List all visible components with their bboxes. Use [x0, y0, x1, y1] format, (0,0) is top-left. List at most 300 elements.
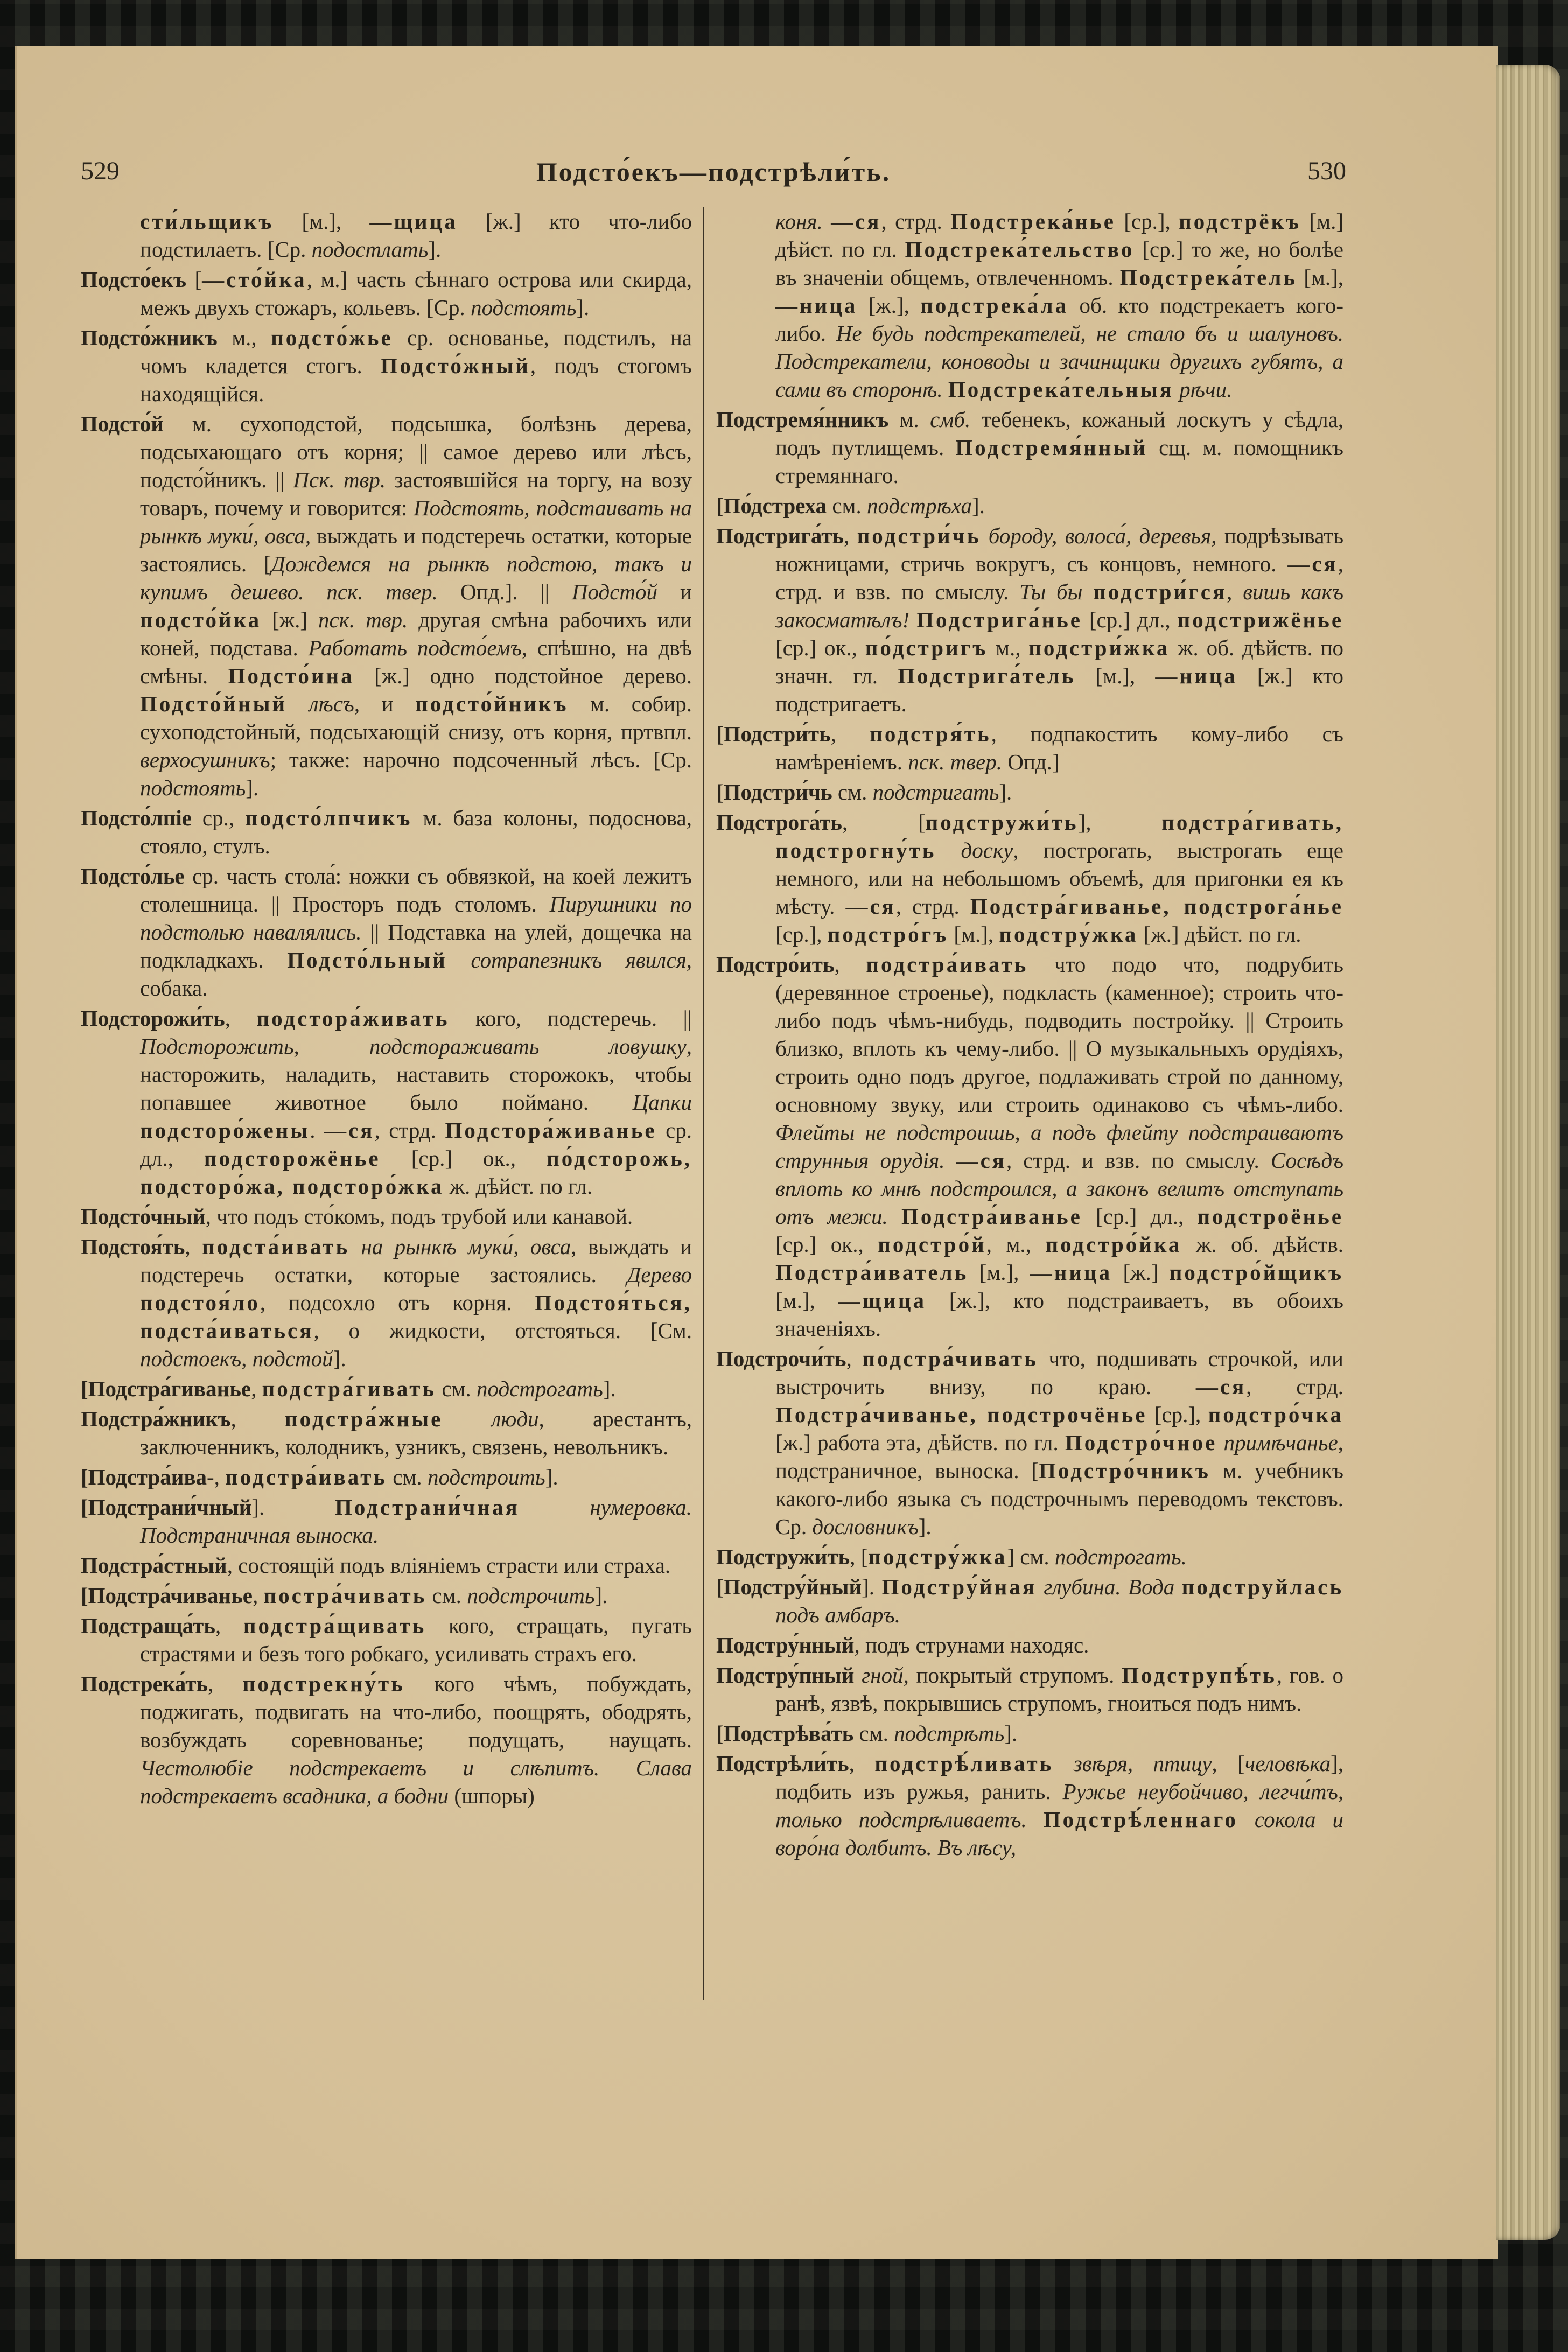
headword: Подстоя́ть — [81, 1234, 185, 1259]
example-text: доску — [961, 838, 1013, 863]
definition-text: [м.], — [1075, 663, 1156, 688]
example-text: подъ амбаръ. — [775, 1602, 901, 1627]
example-text: подстрѣха — [867, 493, 972, 518]
definition-text: , стрд. — [881, 209, 951, 234]
definition-text: , — [208, 1671, 243, 1696]
definition-text: ]. — [545, 1465, 558, 1489]
page-fore-edge — [1496, 65, 1560, 2240]
definition-text: , выждать и подстеречь остатки, которые застоялись. — [140, 1234, 692, 1287]
definition-text — [1037, 1574, 1044, 1599]
derived-form: —ся — [324, 1118, 375, 1143]
definition-text: , арестантъ, заключенникъ, колодникъ, узникъ, связень, невольникъ. — [140, 1406, 692, 1459]
definition-text: Опд.] — [1002, 750, 1060, 774]
definition-text: ], подбить изъ ружья, ранить. — [775, 1751, 1343, 1804]
definition-text: ж. об. дѣйств. — [1181, 1232, 1343, 1257]
example-text: подстроить — [427, 1465, 545, 1489]
derived-form: Подструпѣ́ть — [1122, 1663, 1277, 1688]
derived-form: Подсто́ина — [228, 663, 354, 688]
derived-form: Подстра́иванье — [901, 1204, 1082, 1229]
headword: Подстро́ить — [716, 952, 835, 977]
definition-text: ср., — [191, 806, 246, 830]
derived-form: подстри́жка — [1028, 635, 1170, 660]
definition-text: см. — [853, 1721, 894, 1746]
example-text: подстригать — [872, 780, 999, 804]
headword: Подстрѣли́ть — [716, 1751, 849, 1776]
definition-text: , покрытый струпомъ. — [903, 1663, 1122, 1688]
definition-text: ], — [1078, 810, 1162, 835]
example-text: Дерево — [627, 1262, 692, 1287]
definition-text: [ж.] — [261, 607, 318, 632]
definition-text: . — [310, 1118, 325, 1143]
example-text: на рынкѣ муки́, овса — [361, 1234, 571, 1259]
headword: [Подстру́йный — [716, 1574, 862, 1599]
definition-text: , — [215, 1613, 243, 1638]
derived-form: Подстрѣ́леннаго — [1043, 1807, 1238, 1832]
dictionary-entry — [81, 1493, 692, 1549]
definition-text: м., — [217, 325, 271, 350]
derived-form: подстра́гивать, подстрогну́ть — [775, 810, 1344, 863]
definition-text: ж. дѣйст. по гл. — [444, 1174, 593, 1199]
derived-form: Подстру́йная — [881, 1574, 1037, 1599]
example-text: сокола и воро́на долбитъ. Въ лѣсу, — [775, 1807, 1343, 1860]
definition-text: см. — [436, 1376, 477, 1401]
example-text: бороду, волоса́, деревья — [988, 523, 1212, 548]
definition-text: , — [1227, 579, 1243, 604]
example-text: пск. твер. — [908, 750, 1002, 774]
dictionary-entry — [716, 1573, 1343, 1629]
derived-form: подстроёнье — [1197, 1204, 1344, 1229]
definition-text: [ж.] — [1112, 1260, 1170, 1285]
headword: Подстра́жникъ — [81, 1406, 231, 1431]
example-text: глубина. Вода — [1044, 1574, 1175, 1599]
definition-text: ж. об. дѣйств. по значн. гл. — [775, 635, 1343, 688]
definition-text: , о жидкости, отстояться. [См. — [313, 1318, 692, 1343]
dictionary-entry — [81, 410, 692, 802]
headword: Подсторожи́ть — [81, 1006, 225, 1031]
definition-text: что, подшивать строчкой, или выстрочить внизу, по краю. — [775, 1346, 1343, 1399]
definition-text: , [ — [842, 810, 926, 835]
example-text: Подстоять, подстаивать на рынкѣ муки́, овса — [140, 495, 692, 548]
definition-text: , м.] часть сѣннаго острова или скирда, межъ двухъ стожаръ, кольевъ. [Ср. — [140, 267, 692, 320]
example-text: подстоять — [140, 775, 246, 800]
derived-form: подстро́йка — [1045, 1232, 1182, 1257]
definition-text: , — [251, 1376, 262, 1401]
example-text: Дождемся на рынкѣ подстою, такъ и купимъ дешево. пск. твер. — [140, 551, 692, 604]
headword: [Подстра́гиванье — [81, 1376, 251, 1401]
definition-text: , стрд. — [895, 894, 970, 919]
definition-text: [м.], — [274, 209, 370, 234]
definition-text: , подстраничное, выноска. [ — [775, 1430, 1344, 1483]
definition-text: , построгать, выстрогать еще немного, или на небольшомъ объемѣ, для пригонки ея къ мѣсту. — [775, 838, 1343, 919]
dictionary-entry — [81, 1375, 692, 1403]
dictionary-entry — [81, 1233, 692, 1373]
page-number-left: 529 — [81, 157, 120, 185]
derived-form: подстра́жные — [285, 1406, 443, 1431]
derived-form: подстро́чка — [1208, 1402, 1343, 1427]
headword: Подсто́чный — [81, 1204, 206, 1229]
entry-continuation — [81, 207, 692, 263]
definition-text: , гов. о ранѣ, язвѣ, покрывшись струпомъ, гноиться подъ нимъ. — [775, 1663, 1344, 1716]
derived-form: подстру́жка — [999, 922, 1138, 947]
definition-text: , подсохло отъ корня. — [260, 1290, 535, 1315]
dictionary-entry — [716, 778, 1343, 806]
definition-text — [823, 209, 831, 234]
definition-text: (шпоры) — [449, 1783, 535, 1808]
derived-form: Подстра́чиванье, подстрочёнье — [775, 1402, 1147, 1427]
derived-form: подстри́гся — [1093, 579, 1227, 604]
derived-form: Подстрека́тельныя — [948, 377, 1174, 402]
definition-text — [1238, 1807, 1255, 1832]
headword: Подстрога́ть — [716, 810, 842, 835]
definition-text — [1174, 1574, 1181, 1599]
definition-text — [349, 1234, 361, 1259]
dictionary-entry — [716, 1719, 1343, 1747]
dictionary-entry — [716, 1345, 1343, 1541]
example-text: пск. твр. — [318, 607, 408, 632]
definition-text: ]. — [918, 1514, 932, 1539]
definition-text: , — [253, 1583, 264, 1608]
right-column — [716, 207, 1343, 1864]
headword: [Подстрани́чный — [81, 1495, 252, 1520]
definition-text: м. сухоподстой, подсышка, болѣзнь дерева, подсыхающаго отъ корня; || самое дерево или лѣсъ, подсто́йникъ. || — [140, 411, 692, 492]
derived-form: подструйлась — [1181, 1574, 1344, 1599]
example-text: подстоять — [471, 295, 577, 320]
example-text: вишь какъ закосматѣлъ! — [775, 579, 1344, 632]
derived-form: Подстра́иватель — [775, 1260, 969, 1285]
derived-form: —ся — [845, 894, 896, 919]
example-text: Ружье неубойчиво, легчи́тъ, только подстрѣливаетъ. — [775, 1779, 1343, 1832]
definition-text: [ж.], кто подстраиваетъ, въ обоихъ значеніяхъ. — [775, 1288, 1343, 1341]
definition-text: [ж.], — [857, 293, 921, 318]
dictionary-entry — [81, 1551, 692, 1579]
definition-text: , стрд. — [374, 1118, 445, 1143]
definition-text: кого, стращать, пугать страстями и безъ того робкаго, усиливать страхъ его. — [140, 1613, 692, 1666]
dictionary-entry — [81, 324, 692, 408]
derived-form: подстрижёнье — [1177, 607, 1344, 632]
definition-text: , — [185, 1234, 202, 1259]
definition-text: , стрд. и взв. по смыслу. — [775, 551, 1343, 604]
definition-text: ; также: нарочно подсоченный лѣсъ. [Ср. — [270, 747, 692, 772]
definition-text: Опд.]. || — [437, 579, 572, 604]
headword: [Подстра́ива- — [81, 1465, 214, 1489]
definition-text: , [ — [850, 1544, 869, 1569]
definition-text: [м.], — [1297, 265, 1343, 290]
derived-form: подстри́чь — [857, 523, 981, 548]
derived-form: Подстрани́чная — [334, 1495, 520, 1520]
example-text: подостлать — [311, 237, 429, 262]
dictionary-entry — [81, 1581, 692, 1609]
entry-continuation — [716, 207, 1343, 403]
derived-form: подстру́жка — [868, 1544, 1007, 1569]
definition-text — [1053, 1751, 1073, 1776]
definition-text: сщ. м. помощникъ стремяннаго. — [775, 435, 1343, 488]
derived-form: по́дстригъ — [865, 635, 988, 660]
derived-form: Подстрига́нье — [916, 607, 1082, 632]
definition-text: м. база колоны, подоснова, стояло, стулъ. — [140, 806, 692, 858]
derived-form: —ся — [1195, 1374, 1247, 1399]
example-text: Цапки — [632, 1090, 692, 1115]
definition-text: , и — [354, 691, 416, 716]
definition-text: || Подставка на улей, дощечка на подкладкахъ. — [140, 920, 692, 972]
headword: Подстрека́ть — [81, 1671, 208, 1696]
example-text: сотрапезникъ явился — [471, 948, 687, 972]
definition-text: [ср.] ок., — [380, 1146, 547, 1171]
example-text: гной — [862, 1663, 904, 1688]
derived-form: подсто́йникъ — [415, 691, 569, 716]
dictionary-entry — [716, 1631, 1343, 1659]
example-text: примѣчанье — [1223, 1430, 1338, 1455]
derived-form: подстра́ивать — [225, 1465, 388, 1489]
definition-text: , — [849, 1751, 875, 1776]
derived-form: подстоя́ло — [140, 1290, 260, 1315]
dictionary-entry — [81, 1463, 692, 1491]
derived-form: —ся — [1287, 551, 1338, 576]
definition-text — [1027, 1807, 1044, 1832]
definition-text — [443, 1406, 491, 1431]
definition-text: м. собир. сухоподстойный, подсыхающій снизу, отъ корня, пртвпл. — [140, 691, 692, 744]
definition-text — [854, 1663, 862, 1688]
derived-form: подстрекну́ть — [242, 1671, 405, 1696]
definition-text: см. — [827, 493, 867, 518]
definition-text: тебенекъ, кожаный лоскутъ у сѣдла, подъ путлищемъ. — [775, 407, 1343, 460]
example-text: Подсто́й — [571, 579, 658, 604]
dictionary-entry — [81, 1202, 692, 1230]
derived-form: Подстрека́тель — [1119, 265, 1298, 290]
headword: [Подстра́чиванье — [81, 1583, 253, 1608]
derived-form: подсторожёнье — [204, 1146, 381, 1171]
definition-text: [ — [186, 267, 202, 292]
derived-form: подстра́ивать — [866, 952, 1028, 977]
definition-text: [м.] дѣйст. по гл. — [775, 209, 1343, 262]
derived-form: подста́ивать — [202, 1234, 350, 1259]
definition-text: об. кто подстрекаетъ кого-либо. — [775, 293, 1343, 346]
derived-form: подстро́й — [878, 1232, 986, 1257]
example-text: Пск. твр. — [293, 467, 386, 492]
definition-text: , подъ стогомъ находящійся. — [140, 353, 692, 406]
definition-text — [1174, 377, 1179, 402]
definition-text: , выждать и подстеречь остатки, которые застоялись. [ — [140, 523, 692, 576]
definition-text: [ср.], — [1115, 209, 1179, 234]
definition-text: , состоящій подъ вліяніемъ страсти или страха. — [227, 1553, 671, 1578]
dictionary-entry — [81, 862, 692, 1002]
example-text: верхосушникъ — [140, 747, 270, 772]
dictionary-entry — [81, 1612, 692, 1668]
definition-text — [1082, 579, 1093, 604]
definition-text: , подпакостить кому-либо съ намѣреніемъ. — [775, 722, 1343, 774]
example-text: Ты бы — [1019, 579, 1083, 604]
derived-form: Подсто́жный — [380, 353, 530, 378]
dictionary-entry — [81, 804, 692, 860]
dictionary-entry — [716, 720, 1343, 776]
derived-form: подстра́гивать — [262, 1376, 437, 1401]
derived-form: Подстра́гиванье, подстрога́нье — [970, 894, 1343, 919]
page-number-right: 530 — [1307, 157, 1346, 185]
definition-text: [ж.] одно подстойное дерево. — [354, 663, 692, 688]
derived-form: подсторо́жены — [140, 1118, 310, 1143]
definition-text: [ср.] дл., — [1082, 1204, 1198, 1229]
derived-form: по́дсторожь, подсторо́жа, подсторо́жка — [140, 1146, 692, 1199]
derived-form: Подстрека́нье — [950, 209, 1116, 234]
example-text: дословникъ — [812, 1514, 919, 1539]
derived-form: постра́чивать — [263, 1583, 427, 1608]
derived-form: Подстоя́ться, подста́иваться — [140, 1290, 692, 1343]
definition-text — [888, 1204, 901, 1229]
example-text: нумеровка. Подстраничная выноска. — [140, 1495, 692, 1548]
headword: [Подстри́ть — [716, 722, 831, 746]
headword: [Подстри́чь — [716, 780, 832, 804]
definition-text: ср. основанье, подстилъ, на чомъ кладется стогъ. — [140, 325, 692, 378]
definition-text: ср. часть стола́: ножки съ обвязкой, на коей лежитъ столешница. || Просторъ подъ столомъ. — [140, 864, 692, 916]
definition-text: [м.], — [948, 922, 999, 947]
derived-form: —ся — [831, 209, 881, 234]
definition-text: ]. — [999, 780, 1012, 804]
definition-text: , стрд. — [1246, 1374, 1343, 1399]
dictionary-entry — [716, 405, 1343, 489]
derived-form: Подстрига́тель — [898, 663, 1076, 688]
derived-form: подсто́жье — [271, 325, 393, 350]
definition-text: ]. — [1004, 1721, 1018, 1746]
definition-text: ]. — [246, 775, 259, 800]
definition-text: см. — [426, 1583, 467, 1608]
definition-text: кого, подстеречь. || — [449, 1006, 692, 1031]
definition-text: ]. — [428, 237, 442, 262]
definition-text — [1217, 1430, 1223, 1455]
derived-form: Подсто́льный — [287, 948, 447, 972]
dictionary-entry — [81, 1004, 692, 1200]
definition-text — [909, 607, 916, 632]
derived-form: Подстора́живанье — [445, 1118, 657, 1143]
definition-text — [981, 523, 988, 548]
derived-form: подстра́щивать — [243, 1613, 426, 1638]
definition-text: [м.], — [968, 1260, 1030, 1285]
dictionary-entry — [716, 1749, 1343, 1861]
headword: Подстра́стный — [81, 1553, 227, 1578]
derived-form: —ся — [956, 1148, 1006, 1173]
derived-form: Подстрека́тельство — [905, 237, 1135, 262]
derived-form: Подсто́йный — [140, 691, 288, 716]
definition-text: см. — [387, 1465, 428, 1489]
example-text: звѣря, птицу — [1073, 1751, 1212, 1776]
derived-form: —ница — [1030, 1260, 1112, 1285]
example-text: подстрѣть — [894, 1721, 1005, 1746]
derived-form: —щица — [369, 209, 458, 234]
definition-text: другая смѣна рабочихъ или коней, подстава. — [140, 607, 692, 660]
example-text: Сосѣдъ вплоть ко мнѣ подстроился, а законъ велитъ отступать отъ межи. — [775, 1148, 1344, 1229]
derived-form: подстра́чивать — [862, 1346, 1038, 1371]
derived-form: подстро́йщикъ — [1169, 1260, 1343, 1285]
derived-form: подстружи́ть — [925, 810, 1079, 835]
definition-text: , спѣшно, на двѣ смѣны. — [140, 635, 692, 688]
definition-text — [447, 948, 471, 972]
headword: Подстрочи́ть — [716, 1346, 846, 1371]
derived-form: —щица — [838, 1288, 926, 1313]
derived-form: Подстро́чникъ — [1038, 1458, 1210, 1483]
example-text: коня. — [775, 209, 823, 234]
definition-text — [943, 377, 948, 402]
definition-text: [ср.], — [1147, 1402, 1208, 1427]
dictionary-entry — [716, 522, 1343, 718]
headword: Подсто́лпіе — [81, 806, 192, 830]
headword: Подстру́пный — [716, 1663, 855, 1688]
definition-text: , что подъ сто́комъ, подъ трубой или канавой. — [205, 1204, 633, 1229]
headword: Подсто́екъ — [81, 267, 186, 292]
definition-text: ср. дл., — [140, 1118, 692, 1171]
headword: Подсто́й — [81, 411, 164, 436]
example-text: подстрогать — [477, 1376, 603, 1401]
column-divider — [703, 207, 704, 2000]
headword: Подстружи́ть — [716, 1544, 850, 1569]
definition-text: м. учебникъ какого-либо языка съ подстрочнымъ переводомъ текстовъ. Ср. — [775, 1458, 1343, 1539]
definition-text: , подъ струнами находяс. — [854, 1633, 1089, 1657]
example-text: подстрочить — [467, 1583, 595, 1608]
definition-text: , — [846, 1346, 863, 1371]
definition-text: , подрѣзывать ножницами, стричь вокругъ, съ концовъ, немного. — [775, 523, 1344, 576]
definition-text: , — [834, 952, 866, 977]
headword: Подстраща́ть — [81, 1613, 215, 1638]
example-text: Пирушники по подстолью навалялись. — [140, 892, 692, 944]
derived-form: —ница — [775, 293, 858, 318]
definition-text: ]. — [594, 1583, 608, 1608]
example-text: лѣсъ — [309, 691, 354, 716]
definition-text: [ж.] дѣйст. по гл. — [1138, 922, 1301, 947]
example-text: человѣка — [1244, 1751, 1331, 1776]
dictionary-entry — [716, 1661, 1343, 1717]
example-text: смб. — [930, 407, 971, 432]
derived-form: Подстро́чное — [1065, 1430, 1217, 1455]
example-text: Подсторожить, подстораживать ловушку — [140, 1034, 687, 1059]
derived-form: подстря́ть — [870, 722, 991, 746]
derived-form: —сто́йка — [202, 267, 307, 292]
dictionary-entry — [716, 808, 1343, 948]
definition-text: и — [657, 579, 692, 604]
definition-text — [945, 1148, 956, 1173]
definition-text: [ж.] кто что-либо подстилаетъ. [Ср. — [140, 209, 692, 262]
derived-form: подсто́йка — [140, 607, 262, 632]
running-head: Подсто́екъ—подстрѣли́ть. — [536, 157, 891, 187]
definition-text: [ср.] ок., — [775, 1232, 878, 1257]
definition-text — [287, 691, 309, 716]
definition-text: [ср.] ок., — [775, 635, 865, 660]
headword: Подстрига́ть — [716, 523, 844, 548]
derived-form: подстрека́ла — [920, 293, 1069, 318]
example-text: подстрогать. — [1054, 1544, 1187, 1569]
dictionary-entry — [81, 1405, 692, 1461]
dictionary-entry — [81, 1670, 692, 1810]
definition-text: , [ — [1212, 1751, 1245, 1776]
example-text: рѣчи. — [1179, 377, 1233, 402]
definition-text: , м., — [986, 1232, 1046, 1257]
definition-text: ]. — [603, 1376, 616, 1401]
headword: Подстру́нный — [716, 1633, 855, 1657]
definition-text: ]. — [972, 493, 985, 518]
definition-text: ]. — [576, 295, 590, 320]
definition-text: ]. — [862, 1574, 882, 1599]
derived-form: Подстремя́нный — [955, 435, 1148, 460]
definition-text: [ж.] кто подстригаетъ. — [775, 663, 1343, 716]
definition-text: [м.], — [775, 1288, 838, 1313]
definition-text: , — [225, 1006, 257, 1031]
definition-text: ]. — [333, 1346, 346, 1371]
derived-form: подстрѣ́ливать — [874, 1751, 1054, 1776]
definition-text: , насторожить, наладить, наставить сторожокъ, чтобы попавшее животное было поймано. — [140, 1034, 692, 1115]
definition-text: , — [830, 722, 870, 746]
derived-form: подстро́гъ — [827, 922, 949, 947]
headword: Подсто́лье — [81, 864, 185, 888]
headword: [По́дстреха — [716, 493, 827, 518]
page-header — [81, 156, 1346, 188]
definition-text: , стрд. и взв. по смыслу. — [1006, 1148, 1271, 1173]
definition-text: [ж.] работа эта, дѣйств. по гл. — [775, 1430, 1065, 1455]
